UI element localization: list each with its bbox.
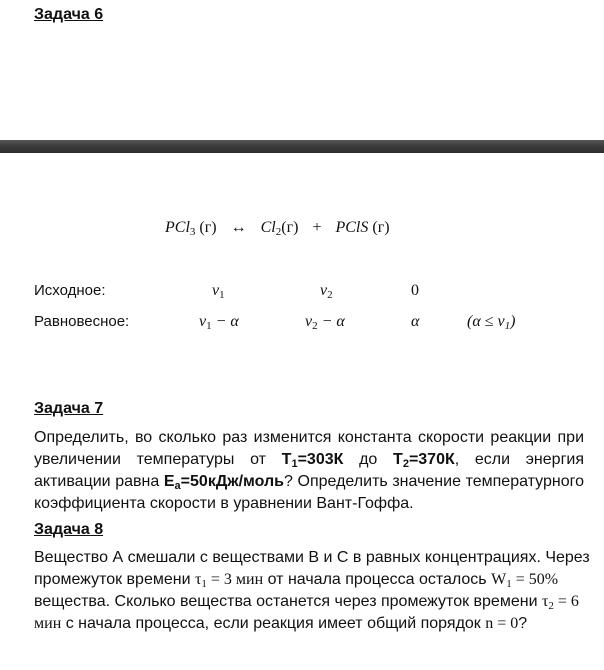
tau1: [195, 571, 263, 588]
sub: 2: [327, 289, 333, 301]
sub: 1: [206, 320, 212, 332]
row-label-equilibrium: Равновесное:: [34, 313, 130, 330]
initial-v2: [320, 282, 333, 300]
t: T: [281, 451, 292, 468]
row-label-initial: Исходное:: [34, 282, 106, 299]
sub: 1: [506, 578, 512, 590]
t: =370К: [408, 451, 455, 468]
task6-title: Задача 6: [34, 6, 104, 23]
reactant: PCl: [165, 219, 190, 236]
sub: 2: [312, 320, 318, 332]
sub: 2: [402, 458, 409, 470]
sub: 1: [504, 320, 511, 332]
reaction-equation: [165, 219, 390, 237]
v: v: [212, 282, 220, 299]
text: Вещество А смешали с веществами В и С в равных концентрациях. Через промежуток времени: [34, 549, 590, 588]
v: v: [320, 282, 328, 299]
equilibrium-v2: [305, 313, 345, 331]
t: = 3 мин: [206, 571, 264, 588]
task7-text: [34, 427, 584, 515]
plus: +: [312, 219, 322, 236]
text: , если энергия активации равна: [34, 451, 585, 490]
phase: (г): [199, 219, 217, 236]
c: (α ≤ v: [467, 313, 505, 330]
tail: − α: [317, 313, 345, 330]
t: τ: [194, 571, 202, 588]
sub: 2: [275, 226, 282, 238]
t: T: [393, 451, 403, 468]
sub: 1: [291, 458, 298, 470]
sub: 1: [219, 289, 225, 301]
tail: − α: [211, 313, 239, 330]
v: v: [199, 313, 207, 330]
text: до: [343, 451, 394, 468]
order: n = 0: [485, 615, 519, 632]
task8-title: Задача 8: [34, 521, 104, 538]
c: ): [510, 313, 516, 330]
text: Определить, во сколько раз изменится константа скорости реакции при увеличении температуры от: [34, 429, 584, 468]
task7-title: Задача 7: [34, 400, 104, 417]
sub: a: [174, 480, 181, 492]
v: v: [305, 313, 313, 330]
sub: 2: [548, 600, 554, 612]
product-2: PClS: [335, 219, 369, 236]
t: W: [491, 571, 507, 588]
t: E: [163, 473, 175, 490]
page-divider: [0, 140, 604, 153]
initial-pcls: 0: [411, 282, 419, 299]
t: = 50%: [511, 571, 559, 588]
phase: (г): [281, 219, 299, 236]
t: =50кДж/моль: [180, 473, 285, 490]
text: с начала процесса, если реакция имеет общий порядок: [61, 615, 486, 632]
task8-text: [34, 547, 594, 635]
constraint: [467, 313, 515, 331]
t: τ: [541, 593, 549, 610]
phase: (г): [372, 219, 390, 236]
w1: [491, 571, 558, 588]
text: от начала процесса осталось: [263, 571, 492, 588]
equilibrium-arrow: ↔: [230, 219, 247, 236]
t: =303К: [297, 451, 344, 468]
initial-v1: [212, 282, 225, 300]
sub: 3: [189, 226, 196, 238]
text: вещества. Сколько вещества останется через промежуток времени: [34, 593, 542, 610]
equilibrium-pcls: α: [411, 313, 420, 330]
text: ?: [518, 615, 528, 632]
equilibrium-v1: [199, 313, 239, 331]
sub: 1: [201, 578, 207, 590]
product-1: Cl: [260, 219, 276, 236]
t: = 6 мин: [34, 593, 579, 632]
text: ? Определить значение температурного коэффициента скорости в уравнении Вант-Гоффа.: [34, 473, 584, 512]
